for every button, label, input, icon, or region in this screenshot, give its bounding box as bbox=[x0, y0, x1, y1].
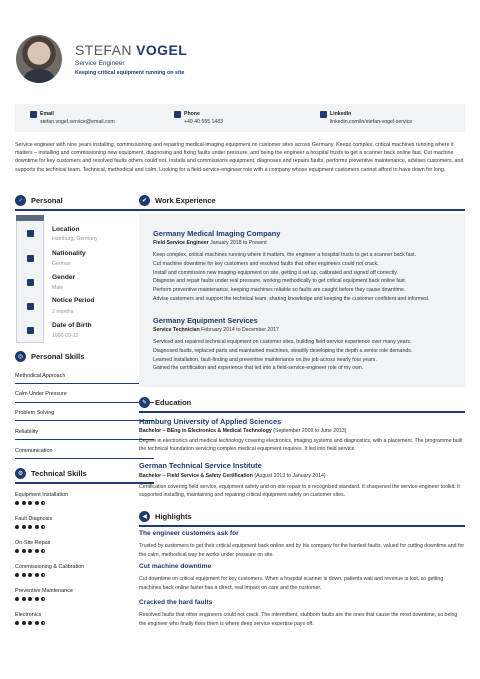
phone-icon bbox=[174, 111, 181, 118]
profile-photo bbox=[16, 35, 62, 83]
gear-icon: ⚙ bbox=[15, 468, 26, 479]
highlights-heading: ◀ Highlights bbox=[139, 511, 192, 522]
rating-dot bbox=[35, 621, 39, 625]
skill-item: Calm Under Pressure bbox=[15, 391, 67, 397]
technical-skill-label: On-Site Repair bbox=[15, 540, 51, 546]
rating-dot bbox=[22, 525, 26, 529]
personal-label: Location bbox=[52, 226, 80, 233]
technical-skill-label: Commissioning & Calibration bbox=[15, 564, 85, 570]
rating-dot bbox=[41, 573, 45, 577]
clock-icon bbox=[27, 303, 34, 310]
skill-item: Problem Solving bbox=[15, 410, 55, 416]
flag-icon bbox=[27, 255, 34, 262]
education-degree: Bachelor – Field Service & Safety Certification (August 2013 to January 2014) bbox=[139, 473, 326, 479]
rating-dot bbox=[15, 525, 19, 529]
rating-dot bbox=[41, 501, 45, 505]
personal-label: Date of Birth bbox=[52, 322, 92, 329]
skill-rating bbox=[15, 501, 45, 505]
personal-value: Hamburg, Germany bbox=[52, 236, 98, 242]
education-description: Degree in electronics and medical technology covering electronics, imaging systems and diagnostics, with a placement. The programme built the technical foundation servicing complex medical equipment requires. It led into field service. bbox=[139, 438, 463, 453]
candidate-role: Service Engineer bbox=[75, 60, 125, 67]
technical-skills-heading: ⚙ Technical Skills bbox=[15, 468, 87, 479]
rating-dot bbox=[35, 525, 39, 529]
job-company: Germany Equipment Services bbox=[153, 316, 258, 325]
technical-skill-label: Preventive Maintenance bbox=[15, 588, 73, 594]
rating-dot bbox=[28, 501, 32, 505]
education-school: Hamburg University of Applied Sciences bbox=[139, 417, 282, 426]
personal-value: 1990-09-12 bbox=[52, 333, 79, 339]
technical-skill-label: Electronics bbox=[15, 612, 42, 618]
skill-rating bbox=[15, 573, 45, 577]
education-school: German Technical Service Institute bbox=[139, 461, 262, 470]
skill-item: Communication bbox=[15, 448, 53, 454]
skill-item: Reliability bbox=[15, 429, 39, 435]
rating-dot bbox=[15, 549, 19, 553]
rating-dot bbox=[22, 501, 26, 505]
personal-value: 2 months bbox=[52, 309, 74, 315]
personal-label: Notice Period bbox=[52, 297, 95, 304]
skills-icon: ◎ bbox=[15, 351, 26, 362]
rating-dot bbox=[28, 621, 32, 625]
contact-bar: Email stefan.vogel.service@email.com Phone +49 40 555 1483 LinkedIn linkedin.com/in/stefan-vogel-service bbox=[15, 104, 465, 132]
highlight-text: Resolved faults that other engineers could not crack. The intermittent, stubborn faults are the ones that cause the most downtime, so being the engineer who finally fixes them is where deep service expertise pays off. bbox=[139, 612, 458, 627]
personal-value: German bbox=[52, 261, 71, 267]
work-heading: ✔ Work Experience bbox=[139, 195, 216, 206]
candidate-name: STEFAN VOGEL bbox=[75, 42, 188, 58]
job-description: Serviced and repaired technical equipment on customer sites, building field-service experience over many years. Diagnosed faults, replaced parts and maintained machines, steadily developing the depth a senior role demands. Learned installation, fault-finding and preventive maintenance on the job across nearly four years. Gained the certification and experience that led into a field-service-engineer role of my own. bbox=[153, 339, 413, 372]
highlight-title: The engineer customers ask for bbox=[139, 530, 239, 537]
divider bbox=[15, 383, 154, 384]
job-title: Field Service Engineer January 2018 to Present bbox=[153, 240, 267, 246]
email-icon bbox=[30, 111, 37, 118]
divider bbox=[15, 209, 154, 211]
job-title: Service Technician February 2014 to December 2017 bbox=[153, 327, 279, 333]
divider bbox=[15, 402, 154, 403]
personal-label: Nationality bbox=[52, 250, 86, 257]
rating-dot bbox=[22, 621, 26, 625]
highlight-title: Cracked the hard faults bbox=[139, 599, 213, 606]
personal-heading: ♂ Personal bbox=[15, 195, 63, 206]
skill-item: Methodical Approach bbox=[15, 373, 66, 379]
rating-dot bbox=[22, 549, 26, 553]
rating-dot bbox=[22, 573, 26, 577]
divider bbox=[139, 411, 465, 413]
rating-dot bbox=[15, 597, 19, 601]
gender-icon: ♂ bbox=[15, 195, 26, 206]
rating-dot bbox=[35, 597, 39, 601]
personal-skills-heading: ◎ Personal Skills bbox=[15, 351, 84, 362]
candidate-tagline: Keeping critical equipment running on site bbox=[75, 70, 185, 76]
job-company: Germany Medical Imaging Company bbox=[153, 229, 281, 238]
rating-dot bbox=[15, 621, 19, 625]
rating-dot bbox=[41, 525, 45, 529]
highlight-text: Cut downtime on critical equipment for key customers. When a hospital scanner is down, patients wait and revenue is lost, so getting machines back online faster has a direct, real impact on care and the customer. bbox=[139, 576, 444, 591]
highlight-title: Cut machine downtime bbox=[139, 563, 212, 570]
personal-value: Male bbox=[52, 285, 64, 291]
education-degree: Bachelor – BEng in Electronics & Medical Technology (September 2009 to June 2013) bbox=[139, 428, 347, 434]
divider bbox=[15, 482, 154, 484]
job-description: Keep complex, critical machines running where it matters, the engineer a hospital trusts to get a scanner back fast. Cut machine downtime for key customers and resolved faults that other engineers could not crack. Install and commission new imaging equipment on site, getting it set up, calibrated and signed off correctly. Diagnose and repair faults under real pressure, working methodically to get critical equipment back online fast. Perform preventive maintenance, keeping machines reliable so faults are caught before they cause downtime. Advise customers and support the technical team, sharing knowledge and keeping the customer confident and informed. bbox=[153, 252, 430, 302]
rating-dot bbox=[41, 597, 45, 601]
skill-rating bbox=[15, 549, 45, 553]
technical-skill-label: Equipment Installation bbox=[15, 492, 69, 498]
highlight-text: Trusted by customers to get their critical equipment back online and by his company for the hardest faults, valued for cutting downtime and for the calm, methodical way he works under pressure on site. bbox=[139, 543, 465, 558]
rating-dot bbox=[41, 621, 45, 625]
rating-dot bbox=[35, 549, 39, 553]
person-icon bbox=[27, 279, 34, 286]
technical-skill-label: Fault Diagnosis bbox=[15, 516, 53, 522]
linkedin-icon bbox=[320, 111, 327, 118]
divider bbox=[15, 420, 154, 421]
divider bbox=[139, 209, 465, 211]
graduation-icon: ✎ bbox=[139, 397, 150, 408]
rating-dot bbox=[15, 501, 19, 505]
rating-dot bbox=[15, 573, 19, 577]
education-description: Certification covering field service, equipment safety and on-site repair to a recognised standard. It sharpened the service-engineer toolkit. It supported installing, maintaining and repairing critical equipment safely on customer sites. bbox=[139, 484, 460, 499]
profile-summary: Service engineer with nine years installing, commissioning and repairing medical-imaging equipment on customer sites across Germany. Keeps complex, critical machines running where it matters – installing and commissioning new equipment, diagnosing and fixing faults under pressure, and being the engineer a hospital trusts to get a scanner back online fast. Cut machine downtime for key customers and resolved faults others could not. Installs and commissions equipment, diagnoses and repairs faults, performs preventive maintenance, advises customers, and supports the technical team. Technical, methodical and calm. Looking for a field-service-engineer role with a company whose equipment customers cannot afford to have down for long. bbox=[15, 142, 464, 173]
rating-dot bbox=[28, 525, 32, 529]
education-heading: ✎ Education bbox=[139, 397, 191, 408]
rating-dot bbox=[28, 549, 32, 553]
divider bbox=[15, 458, 154, 459]
rating-dot bbox=[35, 573, 39, 577]
megaphone-icon: ◀ bbox=[139, 511, 150, 522]
skill-rating bbox=[15, 597, 45, 601]
rating-dot bbox=[28, 597, 32, 601]
skill-rating bbox=[15, 621, 45, 625]
location-icon bbox=[27, 230, 34, 237]
skill-rating bbox=[15, 525, 45, 529]
briefcase-icon: ✔ bbox=[139, 195, 150, 206]
cake-icon bbox=[27, 327, 34, 334]
rating-dot bbox=[28, 573, 32, 577]
rating-dot bbox=[22, 597, 26, 601]
rating-dot bbox=[41, 549, 45, 553]
rating-dot bbox=[35, 501, 39, 505]
personal-label: Gender bbox=[52, 274, 76, 281]
divider bbox=[139, 525, 465, 527]
divider bbox=[15, 439, 154, 440]
